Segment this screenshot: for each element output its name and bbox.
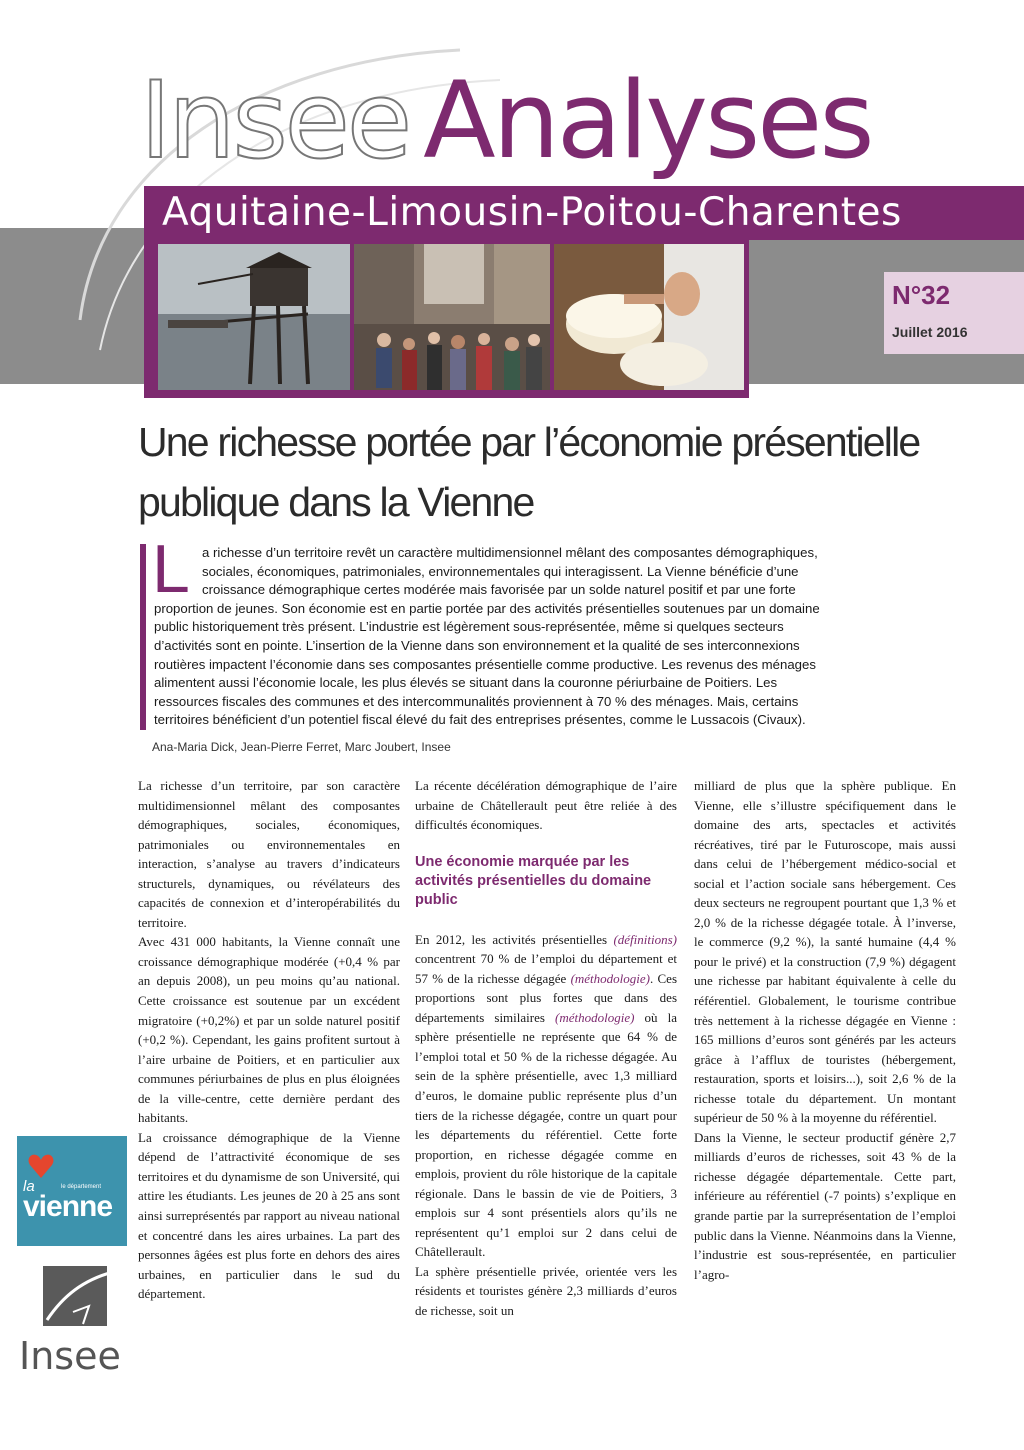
body-column-3 [694,776,956,1284]
paragraph: milliard de plus que la sphère publique. En Vienne, elle s’illustre spécifiquement dans le domaine des arts, spectacles et activités récréatives, tiré par le Futuroscope, mais aussi dans celui de l’hébergement médico-social et social et l’action sociale sans hébergement. Ces deux secteurs ne regroupent pourtant que 1,3 % et 2,0 % de la richesse dégagée totale. À l’inverse, le commerce (9,2 %), la santé humaine (4,4 % pour le privé) et la construction (7,9 %) dégagent une richesse par habitant équivalente à celle du référentiel. Globalement, le tourisme contribue très nettement à la richesse dégagée en Vienne : 165 millions d’euros sont générés par les acteurs grâce à l’afflux de touristes (hébergement, restauration, sports et loisirs...), soit 2,6 % de la richesse totale du département. Un montant supérieur de 50 % à la moyenne du référentiel. [694,778,956,1126]
abstract-dropcap: L [152,531,190,607]
photo-cheese-making [554,244,744,390]
insee-mark-icon [43,1266,115,1330]
methodology-link-2[interactable]: (méthodologie) [555,1009,635,1025]
paragraph [415,930,677,1262]
insee-logo-word: Insee [19,1334,121,1378]
paragraph: La sphère présentielle privée, orientée vers les résidents et touristes génère 2,3 milliards d’euros de richesse, soit un [415,1263,677,1319]
abstract-line: proportion de jeunes. Son économie est en partie portée par des activités présentielles soutenues par un domaine [154,600,820,616]
paragraph: Avec 431 000 habitants, la Vienne connaît une croissance démographique modérée (+0,4 % par an depuis 2008), un peu moins qu’au national. Cette croissance est soutenue par un excédent migratoire (+0,2%) et par un solde naturel positif (+0,2 %). Cependant, les gains profitent surtout à l’aire urbaine de Poitiers, et en particulier aux communes périurbaines de plus en plus éloignées de la ville-centre, cette dernière perdant des habitants. [138,934,400,1126]
region-bar [144,186,1024,240]
abstract-line: alimentent aussi l’économie locale, les plus élevés se situant dans la couronne périurbaine de Poitiers. Les [154,675,778,691]
abstract-line: croissance démographique certes modérée mais favorisée par un solde naturel positif et par une forte [202,582,796,598]
text: En 2012, les activités présentielles [415,931,614,947]
abstract-line: d’activités sont en pointe. L’insertion de la Vienne dans son environnement et la qualité de ses interconnexions [154,637,800,653]
brand-analyses: Analyses [423,59,872,182]
article-title-line-2: publique dans la Vienne [138,479,534,525]
masthead-brand [140,59,872,182]
abstract-line: public historiquement très présent. L’industrie est légèrement sous-représentée, même si quelques secteurs [154,619,784,635]
abstract-line: a richesse d’un territoire revêt un caractère multidimensionnel mêlant des composantes démographiques, [202,545,818,560]
text: concentrent 70 % de l’emploi du département et 57 % de la richesse dégagée [415,951,677,986]
vienne-logo-word: vienne [23,1190,113,1223]
abstract-line: sociales, économiques, patrimoniales, environnementales qui interagissent. La Vienne bénéficie d’une [202,563,799,579]
photo-fishing-hut [158,244,350,390]
issue-number: N°32 [892,280,951,310]
photo-crowded-street [354,244,550,390]
paragraph: La croissance démographique de la Vienne dépend de l’attractivité économique de ses territoires et du dynamisme de son Université, qui attire les étudiants. Les jeunes de 20 à 25 ans sont ainsi surreprésentés par rapport au niveau national et concentré dans les aires urbaines. La part des personnes âgées est plus forte en dehors des aires urbaines, en particulier dans le sud du département. [138,1129,400,1302]
paragraph: La richesse d’un territoire, par son caractère multidimensionnel mêlant des composantes démographiques, sociales, économiques, patrimoniales ou environnementales en interaction, s’analyse au travers d’indicateurs structurels, dynamiques, ou révélateurs des capacités de connexion et d’interopérabilités du territoire. [138,778,400,930]
body-column-1 [138,776,400,1304]
article-title-line-1: Une richesse portée par l’économie présentielle [138,419,920,465]
issue-box [884,272,1024,354]
authors: Ana-Maria Dick, Jean-Pierre Ferret, Marc Joubert, Insee [152,740,451,754]
paragraph: La récente décélération démographique de l’aire urbaine de Châtellerault peut être reliée à des difficultés économiques. [415,778,677,833]
abstract-line: territoires bénéficient d’un potentiel fiscal élevé du fait des entreprises présentes, comme le Lussacois (Civaux). [154,712,806,728]
region-title: Aquitaine-Limousin-Poitou-Charentes [162,190,902,235]
vienne-logo-la: la [23,1178,35,1195]
abstract-line: ressources fiscales des communes et des intercommunalités proviennent à 70 % des ménages. Mais, certains [154,693,799,709]
text: . Ces proportions sont plus fortes que dans des départements similaires [415,970,678,1025]
brand-insee: Insee [140,59,410,182]
vienne-logo-department: le département [61,1184,102,1190]
abstract-rule [140,544,146,730]
abstract-line: routières impactent l’économie dans ses composantes présentielle comme productive. Les revenus des ménages [154,656,816,672]
article-title [138,412,938,532]
abstract [154,544,934,730]
section-subheading: Une économie marquée par les activités présentielles du domaine public [415,853,652,908]
paragraph: Dans la Vienne, le secteur productif génère 2,7 milliards d’euros de richesses, soit 43 % de la richesse dégagée départementale. Cette part, inférieure au référentiel (-7 points) s’explique en grande partie par la surreprésentation de l’emploi public dans la Vienne. Néanmoins dans la Vienne, l’industrie est sous-représentée, en particulier l’agro- [694,1129,956,1282]
vienne-department-logo [17,1136,127,1246]
definitions-link[interactable]: (définitions) [613,931,677,947]
body-column-2 [415,776,677,1321]
photo-strip [144,240,749,398]
methodology-link[interactable]: (méthodologie) [570,970,650,986]
text: où la sphère présentielle ne représente que 64 % de l’emploi total et 50 % de la richesse dégagée. Au sein de la sphère présentielle, avec 1,3 milliard d’euros, le domaine public représente plus d’un tiers de la richesse dégagée, contre un quart pour les départements du référentiel. Cette forte proportion, en richesse dégagée comme en emplois, provient du rôle historique de la capitale régionale. Dans le bassin de vie de Poitiers, 3 emplois sur 4 sont présentiels alors qu’ils ne représentent qu’1 emploi sur 2 dans celui de Châtellerault. [415,1009,677,1260]
insee-logo [17,1266,127,1386]
issue-date: Juillet 2016 [892,324,968,340]
heart-icon [27,1152,55,1180]
